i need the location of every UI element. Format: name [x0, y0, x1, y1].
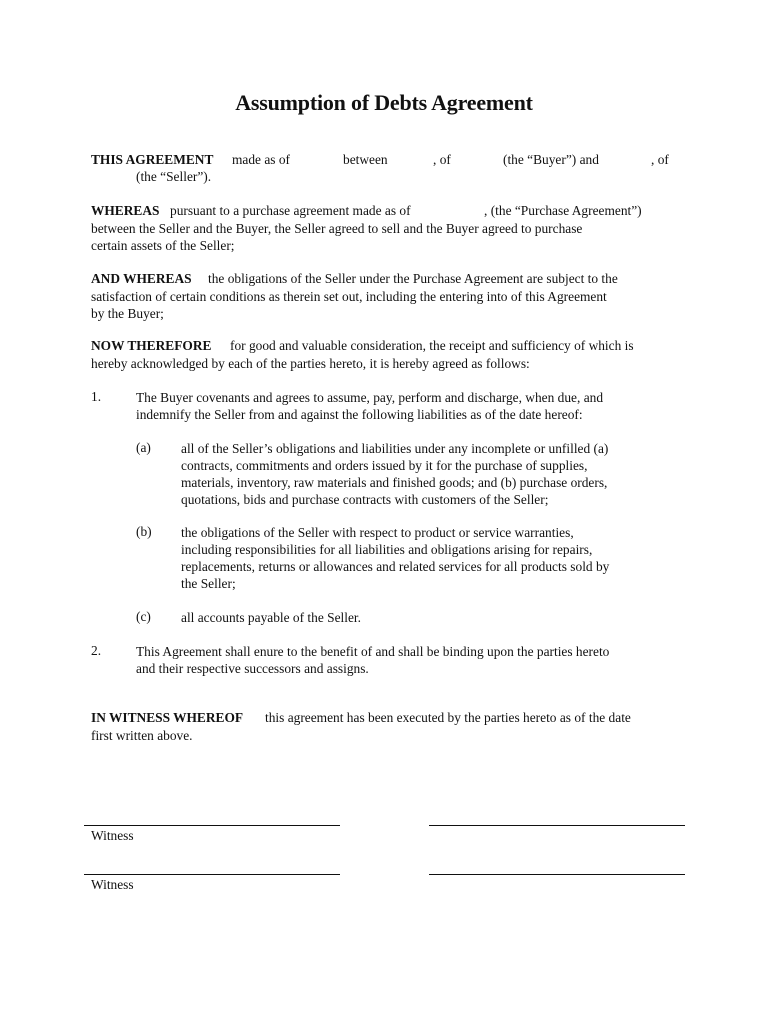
clause-1c-label: (c): [136, 609, 151, 624]
clause-1a-line: contracts, commitments and orders issued by it for the purchase of supplies,: [181, 458, 588, 473]
clause-1b-line: the obligations of the Seller with respect to product or service warranties,: [181, 525, 574, 540]
witness-clause-line-2: first written above.: [91, 728, 193, 743]
intro-bold: THIS AGREEMENT: [91, 152, 214, 167]
clause-1b-line: the Seller;: [181, 576, 236, 591]
party-signature-line-1: [429, 825, 685, 826]
now-therefore-bold: NOW THEREFORE: [91, 338, 212, 353]
clause-1-number: 1.: [91, 389, 102, 404]
witness-label-2: Witness: [91, 877, 134, 892]
clause-2-line-1: This Agreement shall enure to the benefit of and shall be binding upon the parties hereto: [136, 644, 610, 659]
clause-1-line-1: The Buyer covenants and agrees to assume, pay, perform and discharge, when due, and: [136, 390, 604, 405]
intro-seller: (the “Seller”).: [136, 169, 212, 184]
witness-signature-line-1: [84, 825, 340, 826]
clause-2-line-2: and their respective successors and assigns.: [136, 661, 369, 676]
party-signature-line-2: [429, 874, 685, 875]
and-whereas-line-2: satisfaction of certain conditions as therein set out, including the entering into of this Agreement: [91, 289, 607, 304]
intro-buyer: (the “Buyer”) and: [503, 152, 599, 167]
clause-2-number: 2.: [91, 643, 102, 658]
intro-of-2: , of: [651, 152, 669, 167]
witness-clause-bold: IN WITNESS WHEREOF: [91, 710, 244, 725]
whereas-bold: WHEREAS: [91, 203, 160, 218]
and-whereas-bold: AND WHEREAS: [91, 271, 192, 286]
and-whereas-line-3: by the Buyer;: [91, 306, 164, 321]
whereas-line-2: between the Seller and the Buyer, the Seller agreed to sell and the Buyer agreed to purchase: [91, 221, 583, 236]
intro-made-as-of: made as of: [232, 152, 291, 167]
witness-label-1: Witness: [91, 828, 134, 843]
now-therefore-line-2: hereby acknowledged by each of the parties hereto, it is hereby agreed as follows:: [91, 356, 530, 371]
and-whereas-line-1: the obligations of the Seller under the Purchase Agreement are subject to the: [208, 271, 618, 286]
clause-1a-line: all of the Seller’s obligations and liabilities under any incomplete or unfilled (a): [181, 441, 609, 456]
clause-1a-line: materials, inventory, raw materials and finished goods; and (b) purchase orders,: [181, 475, 608, 490]
clause-1-line-2: indemnify the Seller from and against the following liabilities as of the date hereof:: [136, 407, 583, 422]
clause-1b-line: replacements, returns or allowances and related services for all products sold by: [181, 559, 610, 574]
clause-1a-line: quotations, bids and purchase contracts with customers of the Seller;: [181, 492, 549, 507]
now-therefore-line-1: for good and valuable consideration, the receipt and sufficiency of which is: [230, 338, 634, 353]
whereas-line-1b: , (the “Purchase Agreement”): [484, 203, 642, 218]
intro-of-1: , of: [433, 152, 451, 167]
clause-1a-label: (a): [136, 440, 151, 455]
intro-between: between: [343, 152, 388, 167]
clause-1b-label: (b): [136, 524, 152, 539]
witness-signature-line-2: [84, 874, 340, 875]
whereas-line-1a: pursuant to a purchase agreement made as of: [170, 203, 411, 218]
document-title: Assumption of Debts Agreement: [235, 90, 533, 115]
whereas-line-3: certain assets of the Seller;: [91, 238, 235, 253]
clause-1c-line: all accounts payable of the Seller.: [181, 610, 361, 625]
clause-1b-line: including responsibilities for all liabilities and obligations arising for repairs,: [181, 542, 593, 557]
witness-clause-line-1: this agreement has been executed by the parties hereto as of the date: [265, 710, 631, 725]
